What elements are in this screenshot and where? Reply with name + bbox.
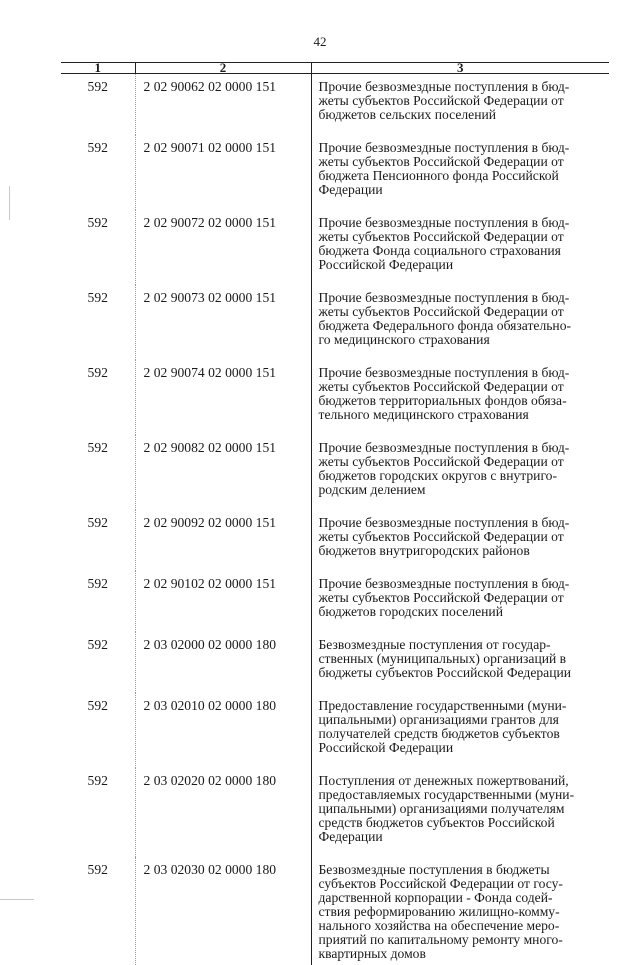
revenue-code-cell: 2 02 90102 02 0000 151 — [135, 571, 311, 632]
admin-code-cell: 592 — [87, 365, 108, 380]
revenue-code-cell: 2 02 90073 02 0000 151 — [135, 285, 311, 360]
revenue-name-cell: Безвозмездные поступления в бюджеты субъектов Российской Федерации от госу- дарственной корпорации - Фонда содей- ствия реформированию жилищно-комму- нального хозяйства на обеспечение меро- приятий по капитальному ремонту много- квартирных домов — [311, 857, 609, 965]
table-header-row — [61, 63, 609, 74]
header-column-1: 1 — [61, 63, 135, 74]
table-row — [61, 510, 609, 571]
admin-code-cell: 592 — [87, 290, 108, 305]
admin-code-cell: 592 — [87, 862, 108, 877]
revenue-code-cell: 2 02 90071 02 0000 151 — [135, 135, 311, 210]
revenue-name-cell: Прочие безвозмездные поступления в бюд- жеты субъектов Российской Федерации от бюджетов внутригородских районов — [311, 510, 609, 571]
table-row — [61, 571, 609, 632]
revenue-name-cell: Прочие безвозмездные поступления в бюд- жеты субъектов Российской Федерации от бюджета Федерального фонда обязательно- го медицинского страхования — [311, 285, 609, 360]
table-row — [61, 360, 609, 435]
admin-code-cell: 592 — [87, 440, 108, 455]
admin-code-cell: 592 — [87, 79, 108, 94]
admin-code-cell: 592 — [87, 515, 108, 530]
admin-code-cell: 592 — [87, 215, 108, 230]
revenue-name-cell: Безвозмездные поступления от государ- ственных (муниципальных) организаций в бюджеты субъектов Российской Федерации — [311, 632, 609, 693]
table-row — [61, 857, 609, 965]
revenue-code-cell: 2 02 90062 02 0000 151 — [135, 74, 311, 136]
revenue-name-cell: Прочие безвозмездные поступления в бюд- жеты субъектов Российской Федерации от бюджетов городских поселений — [311, 571, 609, 632]
admin-code-cell: 592 — [87, 773, 108, 788]
revenue-code-cell: 2 03 02010 02 0000 180 — [135, 693, 311, 768]
revenue-name-cell: Поступления от денежных пожертвований, предоставляемых государственными (муни- ципальными) организациями получателям средств бюджетов субъектов Российской Федерации — [311, 768, 609, 857]
table-row — [61, 632, 609, 693]
table-row — [61, 285, 609, 360]
revenue-code-cell: 2 02 90082 02 0000 151 — [135, 435, 311, 510]
table-row — [61, 768, 609, 857]
admin-code-cell: 592 — [87, 576, 108, 591]
admin-code-cell: 592 — [87, 637, 108, 652]
header-column-2: 2 — [135, 63, 311, 74]
revenue-name-cell: Прочие безвозмездные поступления в бюд- жеты субъектов Российской Федерации от бюджетов городских округов с внутриго- родским делением — [311, 435, 609, 510]
revenue-name-cell: Прочие безвозмездные поступления в бюд- жеты субъектов Российской Федерации от бюджетов сельских поселений — [311, 74, 609, 136]
revenue-code-cell: 2 02 90072 02 0000 151 — [135, 210, 311, 285]
admin-code-cell: 592 — [87, 698, 108, 713]
scan-artifact-left — [9, 186, 10, 220]
table-row — [61, 435, 609, 510]
table-row — [61, 210, 609, 285]
table-row — [61, 74, 609, 136]
scan-artifact-bottom — [0, 899, 34, 900]
revenue-code-cell: 2 02 90092 02 0000 151 — [135, 510, 311, 571]
revenue-name-cell: Прочие безвозмездные поступления в бюд- жеты субъектов Российской Федерации от бюджета Фонда социального страхования Российской Федерации — [311, 210, 609, 285]
revenue-name-cell: Прочие безвозмездные поступления в бюд- жеты субъектов Российской Федерации от бюджетов территориальных фондов обяза- тельного медицинского страхования — [311, 360, 609, 435]
page-number: 42 — [313, 34, 327, 49]
revenue-codes-table — [61, 62, 609, 965]
table-row — [61, 693, 609, 768]
revenue-code-cell: 2 03 02030 02 0000 180 — [135, 857, 311, 965]
revenue-code-cell: 2 03 02000 02 0000 180 — [135, 632, 311, 693]
admin-code-cell: 592 — [87, 140, 108, 155]
revenue-code-cell: 2 03 02020 02 0000 180 — [135, 768, 311, 857]
revenue-name-cell: Прочие безвозмездные поступления в бюд- жеты субъектов Российской Федерации от бюджета Пенсионного фонда Российской Федерации — [311, 135, 609, 210]
table-row — [61, 135, 609, 210]
revenue-name-cell: Предоставление государственными (муни- ципальными) организациями грантов для получателей средств бюджетов субъектов Российской Федерации — [311, 693, 609, 768]
header-column-3: 3 — [311, 63, 609, 74]
revenue-code-cell: 2 02 90074 02 0000 151 — [135, 360, 311, 435]
